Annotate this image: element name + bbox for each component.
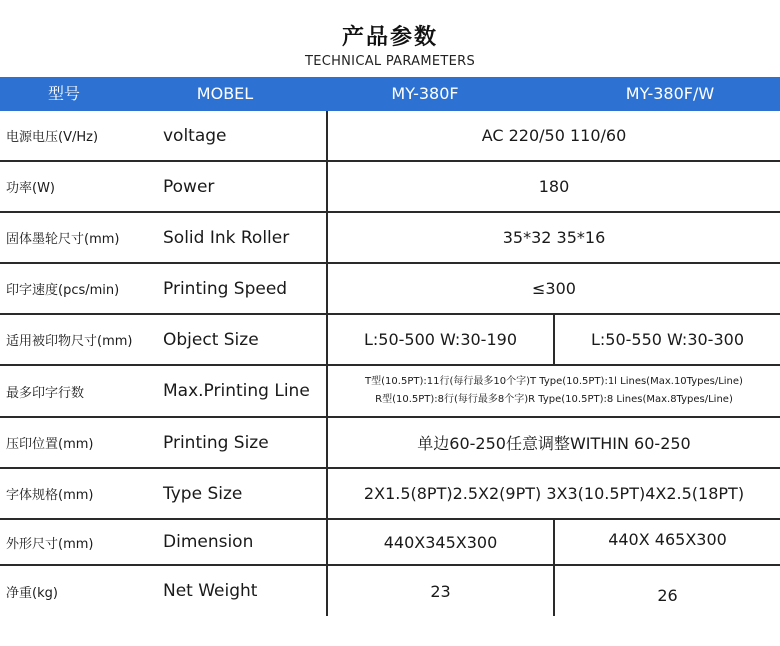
row-label-cn: 电源电压(V/Hz): [6, 130, 99, 145]
max-line-t-type: T型(10.5PT):11行(每行最多10个字)T Type(10.5PT):1l Lines(Max.10Types/Line): [365, 376, 743, 387]
row-label-cn: 最多印字行数: [6, 385, 85, 401]
row-label-en: voltage: [163, 125, 227, 146]
row-value-my380fw: 26: [657, 585, 678, 605]
row-label-en: Solid Ink Roller: [163, 227, 290, 248]
row-label-en: Net Weight: [163, 581, 258, 601]
header-model-en: MOBEL: [196, 84, 254, 103]
row-value: ≤300: [532, 279, 576, 298]
max-line-r-type: R型(10.5PT):8行(每行最多8个字)R Type(10.5PT):8 Lines(Max.8Types/Line): [375, 394, 733, 405]
row-label-cn: 功率(W): [6, 181, 55, 196]
row-value-my380f: 440X345X300: [383, 532, 498, 552]
row-label-en: Type Size: [163, 483, 243, 504]
header-my380fw: MY-380F/W: [625, 84, 715, 103]
row-label-cn: 压印位置(mm): [6, 437, 94, 452]
page-title: 产品参数: [341, 25, 438, 50]
page-subtitle: TECHNICAL PARAMETERS: [304, 54, 476, 69]
row-label-en: Power: [163, 176, 215, 197]
table-row: [0, 520, 780, 566]
table-row: [0, 111, 780, 162]
row-label-en: Dimension: [163, 532, 254, 552]
row-value-my380fw: L:50-550 W:30-300: [590, 330, 744, 349]
row-value-my380f: 23: [430, 581, 451, 601]
header-model-cn: 型号: [47, 84, 80, 103]
row-label-cn: 净重(kg): [6, 585, 58, 601]
row-label-en: Object Size: [163, 329, 259, 350]
table-row: [0, 162, 780, 213]
row-label-cn: 字体规格(mm): [6, 488, 94, 503]
row-value: 2X1.5(8PT)2.5X2(9PT) 3X3(10.5PT)4X2.5(18PT): [363, 484, 745, 503]
table-row: [0, 264, 780, 315]
row-value-my380fw: 440X 465X300: [608, 529, 727, 549]
table-row: [0, 566, 780, 616]
row-value: 35*32 35*16: [502, 228, 606, 247]
table-header: [0, 77, 780, 111]
row-label-cn: 印字速度(pcs/min): [6, 283, 120, 298]
table-row: [0, 418, 780, 469]
row-label-cn: 外形尺寸(mm): [6, 536, 94, 552]
row-label-en: Max.Printing Line: [163, 381, 310, 401]
row-value-my380f: L:50-500 W:30-190: [363, 330, 517, 349]
row-value: 180: [538, 177, 570, 196]
header-my380f: MY-380F: [391, 84, 459, 103]
row-label-en: Printing Size: [163, 432, 269, 453]
table-row: [0, 315, 780, 366]
row-value: 单边60-250任意调整WITHIN 60-250: [417, 434, 691, 453]
table-row: [0, 366, 780, 418]
row-value: [328, 366, 780, 416]
row-label-cn: 适用被印物尺寸(mm): [6, 334, 133, 349]
row-value: AC 220/50 110/60: [481, 126, 627, 145]
row-label-cn: 固体墨轮尺寸(mm): [6, 232, 120, 247]
table-row: [0, 213, 780, 264]
table-row: [0, 469, 780, 520]
row-label-en: Printing Speed: [163, 278, 288, 299]
